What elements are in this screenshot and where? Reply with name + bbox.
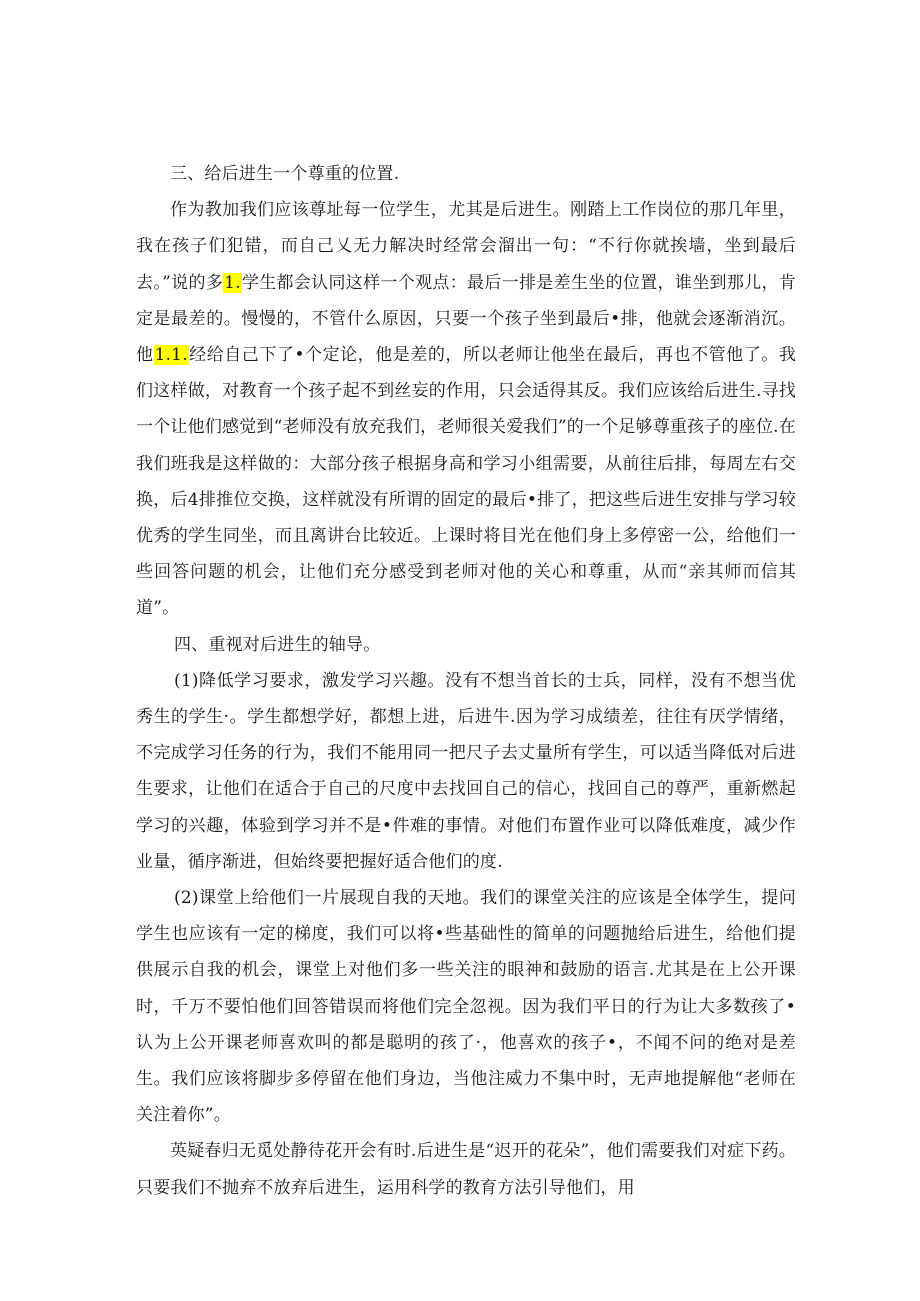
highlighted-marker: 1. — [224, 272, 241, 293]
paragraph-respect-position — [136, 192, 796, 626]
paragraph-text: 英疑春归无觅处静待花开会有时.后进生是“迟开的花朵”，他们需要我们对症下药。只要我们不抛弃不放弃后进生，运用科学的教育方法引导他们，用 — [136, 1141, 796, 1198]
paragraph-text: 作为教加我们应该尊址每一位学生，尤其是后进生。刚踏上工作岗位的那几年里，我在孩子们犯错，而自己乂无力解决时经常会溜出一句：“不行你就挨墙，坐到最后去。”说的多 — [136, 200, 796, 293]
paragraph-text: (1)降低学习要求，激发学习兴趣。没有不想当首长的士兵，同样，没有不想当优秀生的学生·。学生都想学好，都想上进，后进牛.因为学习成绩差，往往有厌学情绪，不完成学习任务的行为，我们不能用同一把尺子去丈量所有学生，可以适当降低对后进生要求，让他们在适合于自己的尺度中去找回自己的信心，找回自己的尊严，重新燃起学习的兴趣，体验到学习并不是•件难的事情。对他们布置作业可以降低难度，减少作业量，循序渐进，但始终要把握好适合他们的度. — [136, 670, 796, 872]
section-heading-three — [136, 156, 796, 192]
paragraph-text: 经给自己下了•个定论，他是差的，所以老师让他坐在最后，再也不管他了。我们这样做，对教育一个孩子起不到丝妄的作用，只会适得其反。我们应该给后进生.寻找一个让他们感觉到“老师没有放充我们，老师很关爱我们”的一个足够尊重孩子的座位.在我们班我是这样做的：大部分孩子根据身高和学习小组需要，从前往后排，每周左右交换，后4排推位交换，这样就没有所谓的固定的最后•排了，把这些后进生安排与学习较优秀的学生同坐，而且离讲台比较近。上课时将目光在他们身上多停密一公，给他们一些回答问题的机会，让他们充分感受到老师对他的关心和尊重，从而“亲其师而信其道”。 — [136, 345, 797, 619]
paragraph-classroom-stage — [136, 880, 796, 1133]
paragraph-text: 三、给后进生一个尊重的位置. — [170, 164, 400, 184]
section-heading-four — [136, 627, 796, 663]
paragraph-lower-requirements — [136, 663, 796, 880]
paragraph-text: (2)课堂上给他们一片展现自我的天地。我们的课堂关注的应该是全体学生，提问学生也应该有一定的梯度，我们可以将•些基础性的简单的问题抛给后进生，给他们提供展示自我的机会，课堂上对他们多一些关注的眼神和鼓励的语言.尤其是在上公开课时，千万不要怕他们回答错误而将他们完全忽视。因为我们平日的行为让大多数孩了•认为上公开课老师喜欢叫的都是聪明的孩了·，他喜欢的孩子•，不闻不问的绝对是差生。我们应该将脚步多停留在他们身边，当他注威力不集中时，无声地提解他“老师在关注着你”。 — [136, 888, 796, 1126]
document-body — [136, 156, 796, 1206]
paragraph-text: 学生都会认同这样一个观点：最后一排是差生坐的位置，谁坐到那儿，肯定是最差的。慢慢的，不管什么原因，只要一个孩子坐到最后•排，他就会逐渐消沉。他 — [136, 272, 796, 366]
highlighted-marker: 1.1. — [154, 345, 188, 366]
paragraph-conclusion — [136, 1133, 796, 1205]
paragraph-text: 四、重视对后进生的轴导。 — [174, 634, 381, 655]
